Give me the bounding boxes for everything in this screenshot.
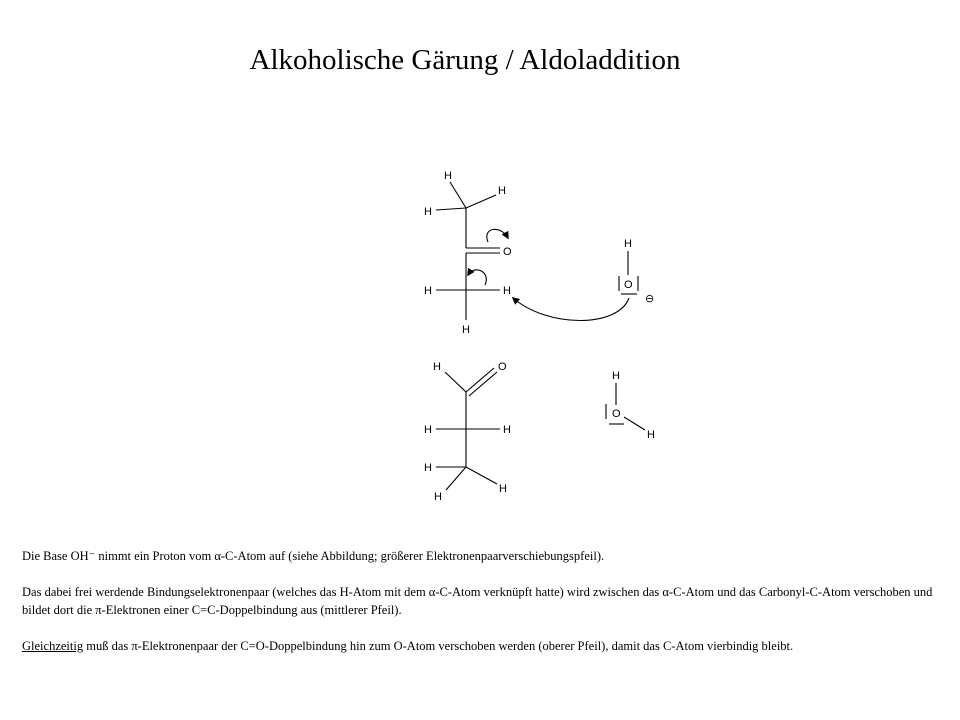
- bond-o-h-right: [624, 417, 645, 430]
- atom-h: H: [424, 285, 432, 297]
- reactant-molecule: [436, 182, 500, 320]
- atom-h: H: [503, 285, 511, 297]
- atom-h: H: [503, 424, 511, 436]
- atom-h: H: [499, 483, 507, 495]
- product-atoms: [424, 361, 511, 503]
- explanation-text: [22, 547, 947, 655]
- paragraph-simultaneous: [22, 637, 947, 655]
- atom-h: H: [444, 170, 452, 182]
- atom-h: H: [424, 462, 432, 474]
- bond-co-double-2: [469, 372, 497, 396]
- atom-h: H: [434, 491, 442, 503]
- atom-h: H: [433, 361, 441, 373]
- atom-h: H: [612, 370, 620, 382]
- atom-h: H: [462, 324, 470, 336]
- atom-h: H: [498, 185, 506, 197]
- atom-h: H: [647, 429, 655, 441]
- atom-h: H: [424, 206, 432, 218]
- bond-co-double-1: [466, 368, 494, 392]
- bond-c1-h-top: [450, 182, 466, 208]
- arrow-top-icon: [487, 229, 508, 242]
- arrow-middle-icon: [468, 270, 486, 285]
- arrows: [468, 229, 629, 320]
- bond-c1-h: [445, 372, 466, 392]
- product-molecule: [436, 368, 500, 490]
- atom-o: O: [498, 361, 507, 373]
- paragraph-base: Die Base OH⁻ nimmt ein Proton vom α-C-Atom auf (siehe Abbildung; größerer Elektronenpaarverschiebungspfeil).: [22, 549, 605, 563]
- water-molecule: [606, 370, 655, 441]
- negative-charge-icon: ⊖: [645, 293, 655, 305]
- paragraph-bond-shift: Das dabei frei werdende Bindungselektronenpaar (welches das H-Atom mit dem α-C-Atom verknüpft hatte) wird zwischen das α-C-Atom und das Carbonyl-C-Atom verschoben und bildet dort die π-Elektronen einer C=C-Doppelbindung aus (mittlerer Pfeil).: [22, 585, 933, 617]
- bond-c1-h-left: [436, 208, 466, 210]
- underlined-word: Gleichzeitig: [22, 639, 84, 653]
- page-title: Alkoholische Gärung / Aldoladdition: [249, 44, 681, 76]
- bond-c3-h-bottom: [446, 467, 466, 490]
- bond-c1-h-right: [466, 195, 496, 208]
- bond-c3-h-right: [466, 467, 497, 484]
- hydroxide-ion: [619, 238, 654, 305]
- arrow-large-icon: [513, 298, 629, 321]
- atom-o: O: [624, 279, 633, 291]
- atom-o: O: [612, 408, 621, 420]
- atom-o: O: [503, 246, 512, 258]
- atom-h: H: [424, 424, 432, 436]
- paragraph-rest: muß das π-Elektronenpaar der C=O-Doppelbindung hin zum O-Atom verschoben werden (oberer Pfeil), damit das C-Atom vierbindig bleibt.: [83, 639, 794, 653]
- atom-h: H: [624, 238, 632, 250]
